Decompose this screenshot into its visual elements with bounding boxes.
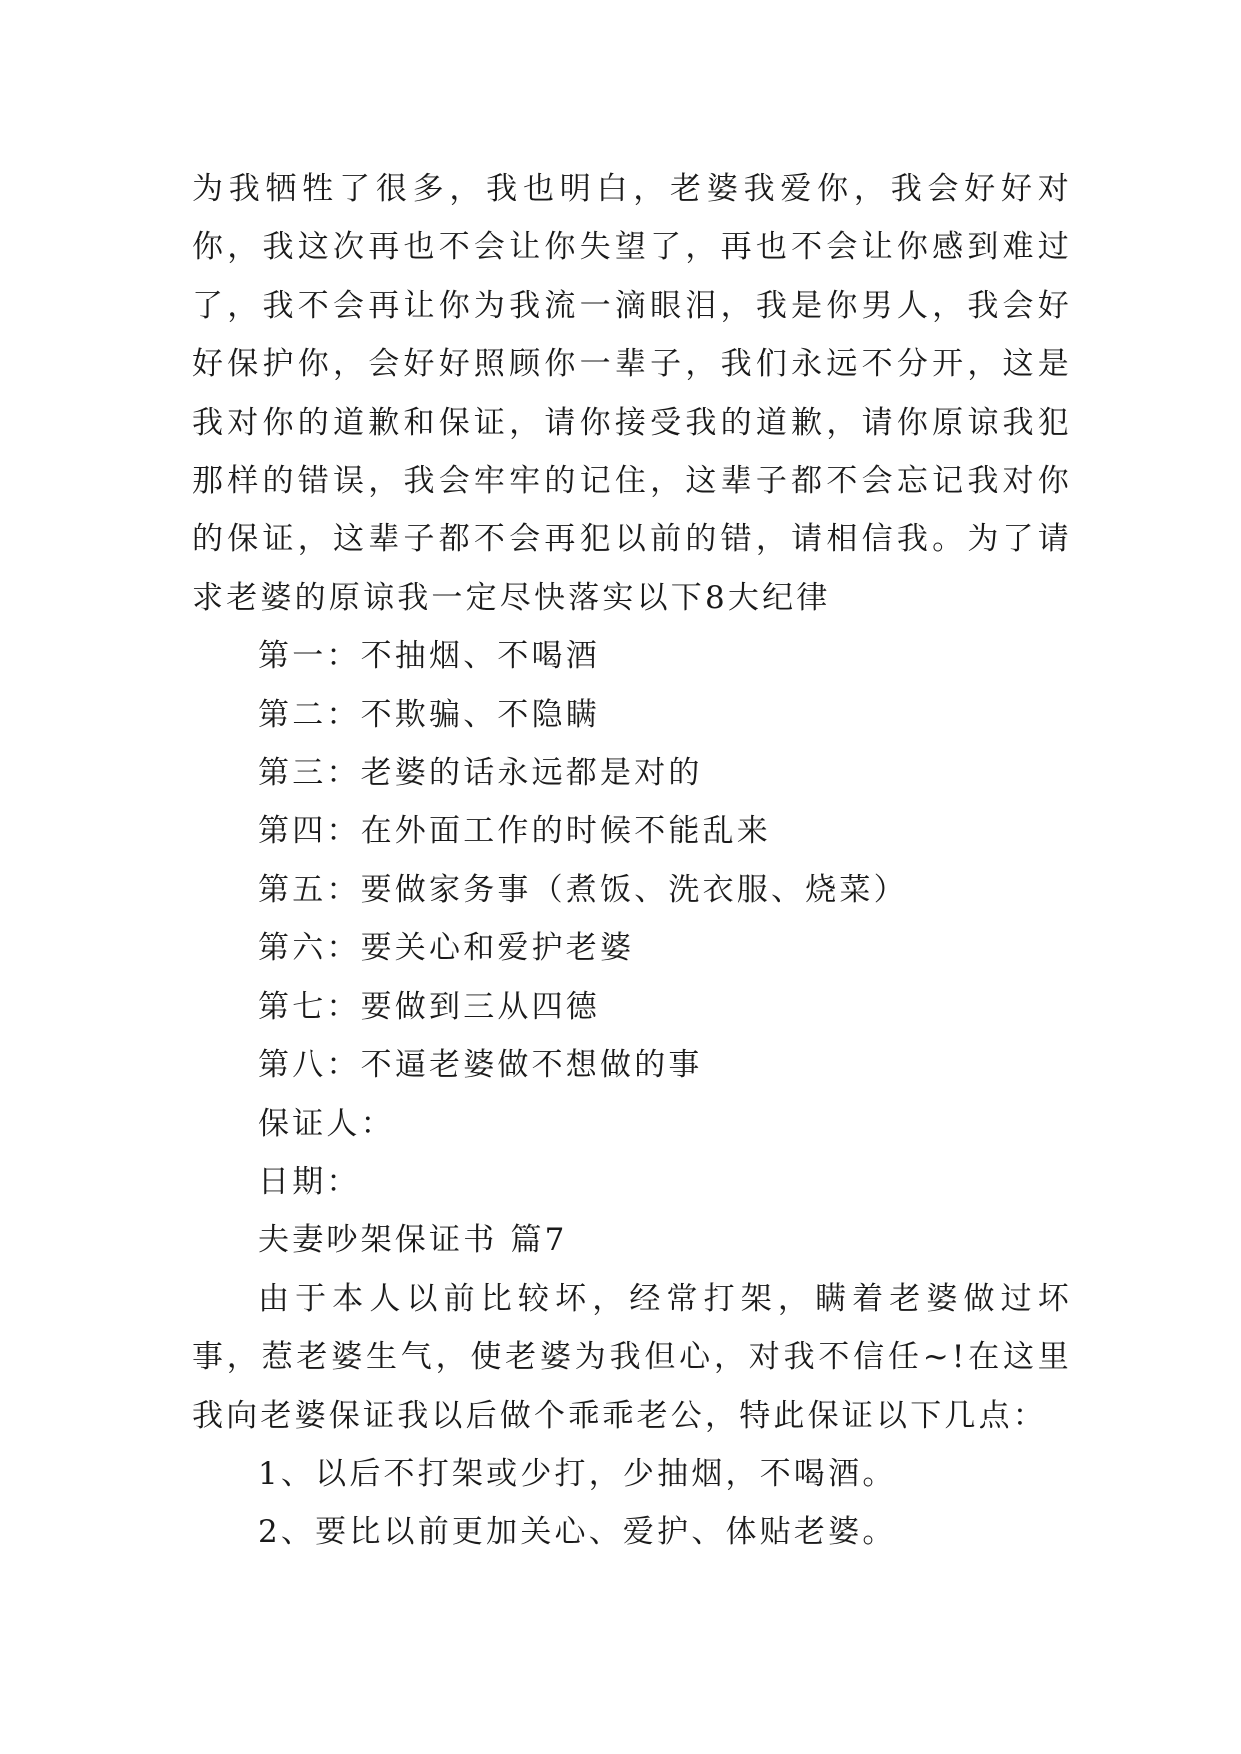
section-title: 夫妻吵架保证书 篇7	[258, 1222, 568, 1259]
document-body	[192, 160, 1072, 1562]
rule-item: 第五：要做家务事（煮饭、洗衣服、烧菜）	[258, 871, 908, 908]
point-item: 2、要比以前更加关心、爱护、体贴老婆。	[258, 1514, 897, 1551]
rule-item: 第六：要关心和爱护老婆	[258, 930, 635, 967]
point-item: 1、以后不打架或少打，少抽烟，不喝酒。	[258, 1455, 897, 1492]
date-label: 日期：	[258, 1163, 361, 1200]
rule-item: 第八：不逼老婆做不想做的事	[258, 1047, 703, 1084]
rule-item: 第二：不欺骗、不隐瞒	[258, 696, 600, 733]
guarantor-label: 保证人：	[258, 1105, 395, 1142]
opening-paragraph: 为我牺牲了很多，我也明白，老婆我爱你，我会好好对你，我这次再也不会让你失望了，再也不会让你感到难过了，我不会再让你为我流一滴眼泪，我是你男人，我会好好保护你，会好好照顾你一辈子，我们永远不分开，这是我对你的道歉和保证，请你接受我的道歉，请你原谅我犯那样的错误，我会牢牢的记住，这辈子都不会忘记我对你的保证，这辈子都不会再犯以前的错，请相信我。为了请求老婆的原谅我一定尽快落实以下8大纪律	[192, 171, 1072, 616]
rule-item: 第三：老婆的话永远都是对的	[258, 755, 703, 792]
rule-item: 第四：在外面工作的时候不能乱来	[258, 813, 771, 850]
rule-item: 第一：不抽烟、不喝酒	[258, 638, 600, 675]
rule-item: 第七：要做到三从四德	[258, 988, 600, 1025]
section-paragraph: 由于本人以前比较坏，经常打架，瞒着老婆做过坏事，惹老婆生气，使老婆为我但心，对我不信任~!在这里我向老婆保证我以后做个乖乖老公，特此保证以下几点：	[192, 1280, 1072, 1434]
